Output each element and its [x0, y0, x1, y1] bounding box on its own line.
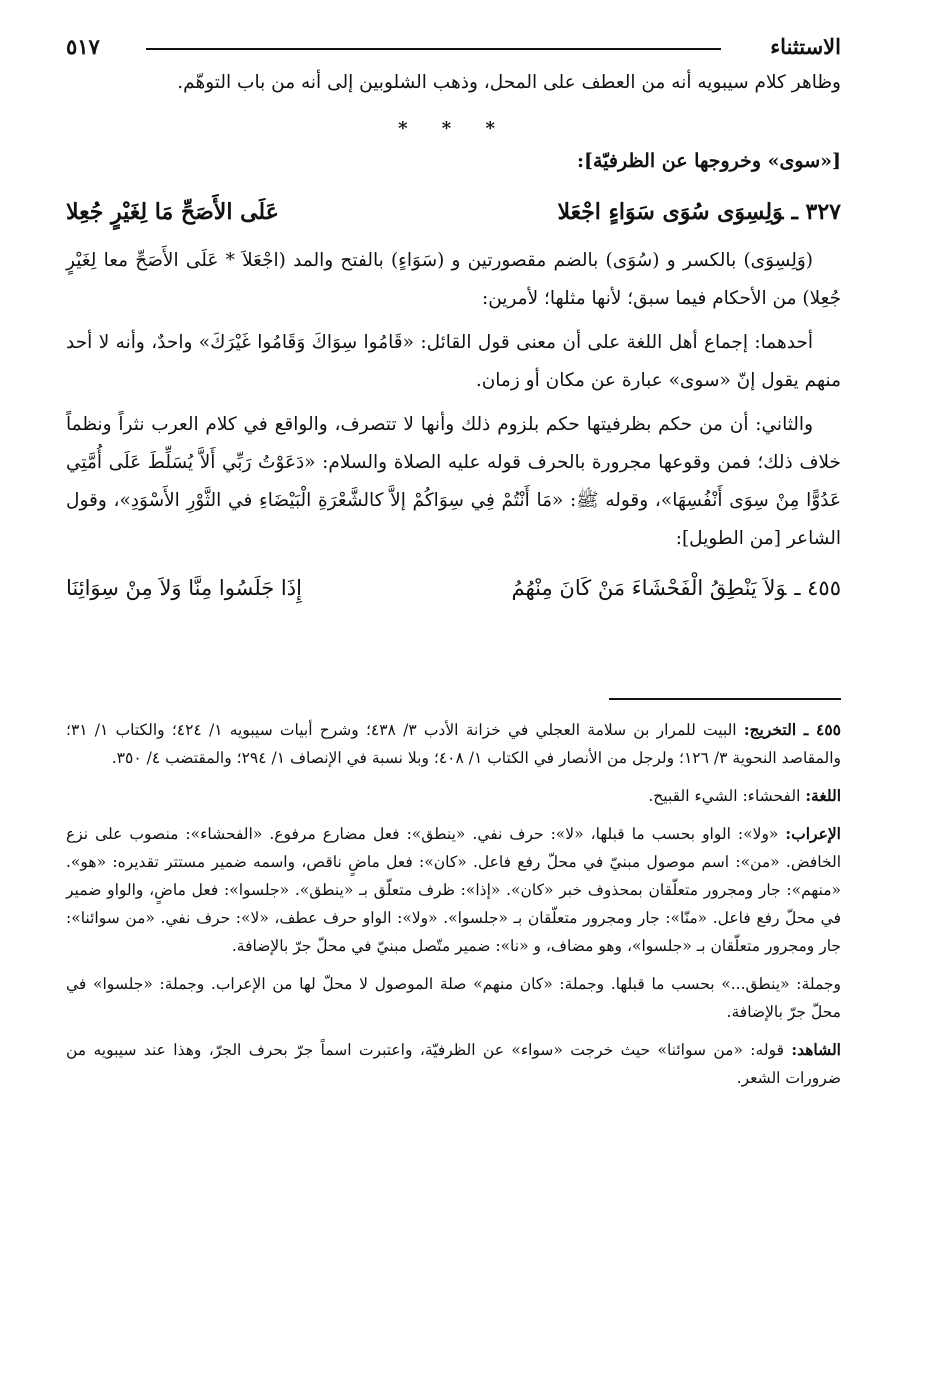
main-text — [66, 64, 841, 612]
section-separator: * * * — [398, 118, 509, 139]
footnotes — [66, 716, 841, 1092]
footnote-label: اللغة: — [805, 786, 841, 805]
section-heading: [«سوى» وخروجها عن الظرفيّة]: — [576, 150, 841, 172]
footnote-separator — [609, 698, 841, 700]
verse-second-hemistich: عَلَى الأَصَحِّ مَا لِغَيْرٍ جُعِلا — [66, 199, 279, 225]
verse-first-hemistich — [511, 564, 841, 612]
verse-number: ٣٢٧ ـ — [791, 199, 841, 225]
verse-first-hemistich — [557, 188, 841, 236]
footnote-shahid — [66, 1036, 841, 1092]
footnote-text: البيت للمرار بن سلامة العجلي في خزانة الأدب ٣/ ٤٣٨؛ وشرح أبيات سيبويه ١/ ٤٢٤؛ والكتاب ١/ ٣١؛ والمقاصد النحوية ٣/ ١٢٦؛ ولرجل من الأنصار في الكتاب ١/ ٤٠٨؛ وبلا نسبة في الإنصاف ١/ ٢٩٤؛ والمقتضب ٤/ ٣٥٠. — [66, 721, 841, 767]
verse-327 — [66, 188, 841, 236]
verse-second-hemistich: إِذَا جَلَسُوا مِنَّا وَلاَ مِنْ سِوَائِنَا — [66, 576, 302, 600]
page-number: ٥١٧ — [66, 34, 100, 59]
hemistich-text: وَلِسِوَى سُوَى سَوَاءٍ اجْعَلا — [557, 199, 784, 225]
hemistich-text: وَلاَ يَنْطِقُ الْفَحْشَاءَ مَنْ كَانَ مِنْهُمُ — [511, 576, 787, 600]
footnote-label: الشاهد: — [791, 1040, 841, 1059]
footnote-text: الفحشاء: الشيء القبيح. — [648, 787, 801, 805]
footnote-text: وجملة: «ينطق...» بحسب ما قبلها. وجملة: «كان منهم» صلة الموصول لا محلّ لها من الإعراب. وجملة: «جلسوا» في محلّ جرّ بالإضافة. — [66, 975, 841, 1021]
footnote-text: قوله: «من سوائنا» حيث خرجت «سواء» عن الظرفيّة، واعتبرت اسماً جرّ بحرف الجرّ، وهذا عند سيبويه من ضرورات الشعر. — [66, 1041, 841, 1087]
page-header — [66, 28, 841, 64]
running-title: الاستثناء — [770, 34, 841, 59]
footnote-label: الإعراب: — [785, 824, 841, 843]
footnote-takhrij — [66, 716, 841, 772]
verse-number: ٤٥٥ ـ — [794, 576, 841, 600]
first-reason-paragraph: أحدهما: إجماع أهل اللغة على أن معنى قول القائل: «قَامُوا سِوَاكَ وَقَامُوا غَيْرَكَ» واحدٌ، وأنه لا أحد منهم يقول إنّ «سوى» عبارة عن مكان أو زمان. — [66, 332, 841, 391]
footnote-jumla — [66, 970, 841, 1026]
header-rule — [146, 48, 721, 50]
second-reason-paragraph: والثاني: أن من حكم بظرفيتها حكم بلزوم ذلك وأنها لا تتصرف، والواقع في كلام العرب نثراً ونظماً خلاف ذلك؛ فمن وقوعها مجرورة بالحرف قوله عليه الصلاة والسلام: «دَعَوْتُ رَبِّي أَلاَّ يُسَلِّطَ عَلَى أُمَّتِي عَدُوًّا مِنْ سِوَى أَنْفُسِهَا»، وقوله ﷺ: «مَا أَنْتُمْ فِي سِوَاكُمْ إلاَّ كالشَّعْرَةِ الْبَيْضَاءِ في الثَّوْرِ الأَسْوَدِ»، وقول الشاعر [من الطويل]: — [66, 414, 841, 549]
footnote-text: «ولا»: الواو بحسب ما قبلها، «لا»: حرف نفي. «ينطق»: فعل مضارع مرفوع. «الفحشاء»: منصوب على نزع الخافض. «من»: اسم موصول مبنيّ في محلّ رفع فاعل. «كان»: فعل ماضٍ ناقص، واسمه ضمير مستتر تقديره: «هو». «منهم»: جار ومجرور متعلّقان بمحذوف خبر «كان». «إذا»: ظرف متعلّق بـ «ينطق». «جلسوا»: فعل ماضٍ، والواو ضمير في محلّ رفع فاعل. «منّا»: جار ومجرور متعلّقان بـ «جلسوا». «ولا»: الواو حرف عطف، «لا»: حرف نفي. «من سوائنا»: جار ومجرور متعلّقان بـ «جلسوا»، وهو مضاف، و «نا»: ضمير متّصل مبنيّ في محلّ جرّ بالإضافة. — [66, 825, 841, 955]
footnote-label: ٤٥٥ ـ التخريج: — [743, 720, 842, 739]
explanation-paragraph: (وَلِسِوَى) بالكسر و (سُوَى) بالضم مقصورتين و (سَوَاءٍ) بالفتح والمد (اجْعَلاَ * عَلَى الأَصَحِّ معا لِغَيْرٍ جُعِلا) من الأحكام فيما سبق؛ لأنها مثلها؛ لأمرين: — [66, 250, 841, 309]
footnote-lugha — [66, 782, 841, 810]
footnote-irab — [66, 820, 841, 960]
intro-paragraph: وظاهر كلام سيبويه أنه من العطف على المحل، وذهب الشلوبين إلى أنه من باب التوهّم. — [177, 72, 841, 93]
verse-455 — [66, 564, 841, 612]
